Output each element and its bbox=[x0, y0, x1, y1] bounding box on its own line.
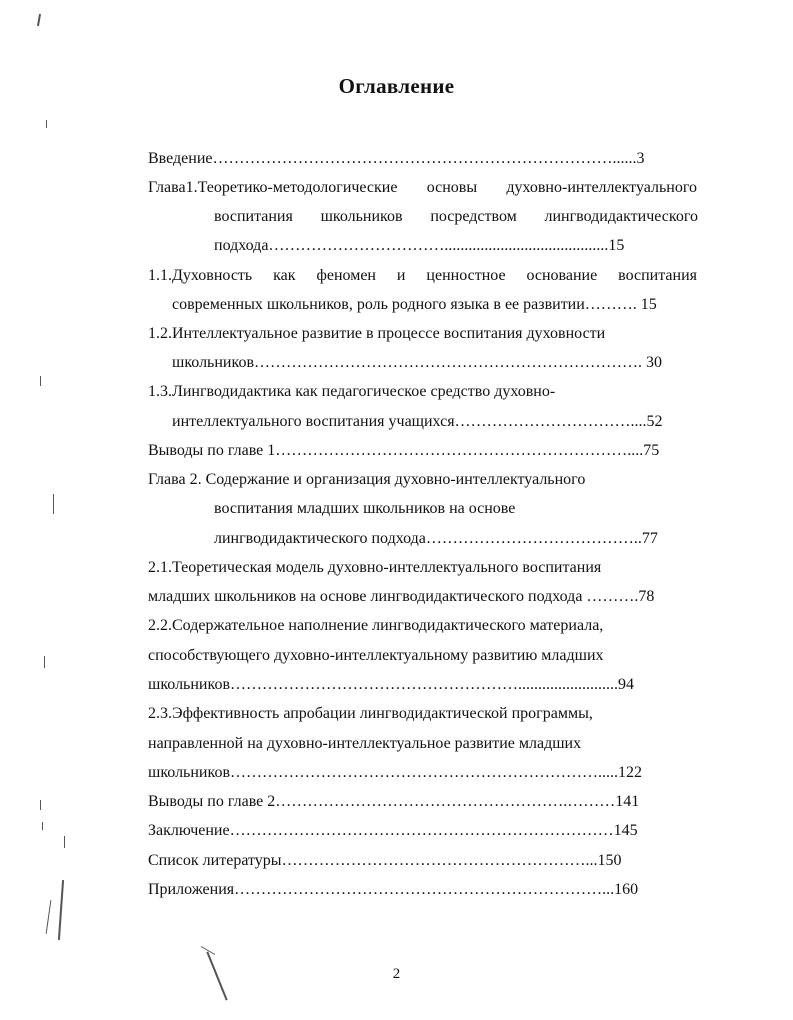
scan-mark bbox=[64, 836, 65, 848]
toc-entry-chapter-2: Глава 2. Содержание и организация духовно-интеллектуального bbox=[148, 471, 586, 488]
toc-entry-chapter-2-line-2: воспитания младших школьников на основе bbox=[214, 500, 516, 517]
toc-entry-section-1-3-line-2: интеллектуального воспитания учащихся……………………………....52 bbox=[172, 413, 663, 430]
toc-entry-chapter-1: Глава1.Теоретико-методологические основы духовно-интеллектуального bbox=[148, 179, 697, 196]
scan-mark bbox=[53, 494, 54, 514]
toc-entry-appendices: Приложения……………………………………………………………...160 bbox=[148, 881, 639, 898]
toc-entry-chapter-1-line-2: воспитания школьников посредством лингводидактического bbox=[214, 208, 698, 225]
toc-entry-section-2-1: 2.1.Теоретическая модель духовно-интеллектуального воспитания bbox=[148, 559, 602, 576]
toc-entry-section-1-2: 1.2.Интеллектуальное развитие в процессе воспитания духовности bbox=[148, 325, 606, 342]
scan-mark bbox=[58, 880, 64, 940]
toc-entry-section-1-1-line-2: современных школьников, роль родного языка в ее развитии………. 15 bbox=[172, 296, 657, 313]
toc-entry-chapter-1-line-3: подхода…………………………….........................................15 bbox=[214, 237, 625, 254]
toc-entry-section-2-1-line-2: младших школьников на основе лингводидактического подхода ……….78 bbox=[148, 588, 655, 605]
scan-mark bbox=[40, 800, 41, 810]
toc-entry-section-2-3-line-3: школьников…………………………………………………………….....122 bbox=[148, 764, 642, 781]
toc-entry-chapter-1-conclusions: Выводы по главе 1…………………………………………………………....75 bbox=[148, 442, 660, 459]
toc-entry-section-2-2-line-3: школьников……………………………………………….........................94 bbox=[148, 676, 634, 693]
toc-entry-section-1-3: 1.3.Лингводидактика как педагогическое средство духовно- bbox=[148, 383, 556, 400]
scan-mark bbox=[46, 900, 52, 934]
toc-entry-introduction: Введение…………………………………………………………………......3 bbox=[148, 150, 645, 167]
scan-mark bbox=[46, 120, 47, 128]
toc-entry-section-2-3-line-2: направленной на духовно-интеллектуальное развитие младших bbox=[148, 735, 582, 752]
page-title: Оглавление bbox=[338, 74, 455, 98]
page-number: 2 bbox=[392, 966, 401, 982]
toc-entry-section-2-2: 2.2.Содержательное наполнение лингводидактического материала, bbox=[148, 617, 604, 634]
toc-entry-chapter-2-conclusions: Выводы по главе 2……………………………………………….………141 bbox=[148, 793, 640, 810]
scan-mark bbox=[44, 656, 45, 668]
toc-entry-section-2-3: 2.3.Эффективность апробации лингводидактической программы, bbox=[148, 705, 593, 722]
scan-mark bbox=[40, 376, 41, 386]
scan-mark bbox=[42, 822, 43, 830]
toc-entry-section-1-1: 1.1.Духовность как феномен и ценностное основание воспитания bbox=[148, 267, 697, 284]
toc-entry-chapter-2-line-3: лингводидактического подхода…………………………………..77 bbox=[214, 530, 658, 547]
toc-entry-references: Список литературы…………………………………………………...150 bbox=[148, 852, 622, 869]
toc-entry-section-1-2-line-2: школьников………………………………………………………………. 30 bbox=[172, 354, 662, 371]
scan-mark bbox=[37, 14, 41, 26]
toc-entry-section-2-2-line-2: способствующего духовно-интеллектуальному развитию младших bbox=[148, 647, 604, 664]
toc-entry-conclusion: Заключение………………………………………………………………145 bbox=[148, 822, 638, 839]
